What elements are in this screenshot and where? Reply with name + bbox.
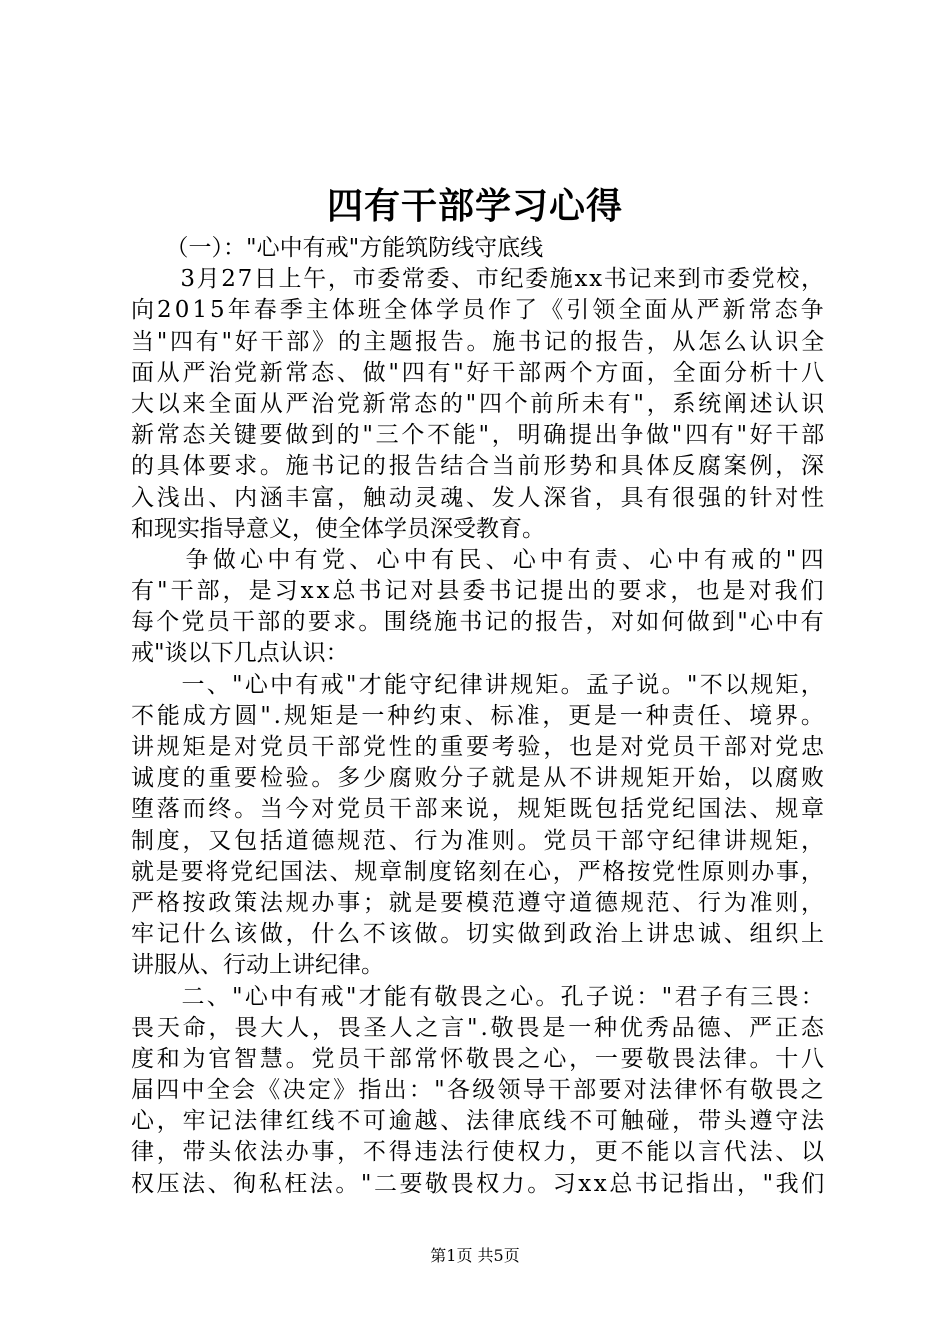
text-line: 畏天命，畏大人，畏圣人之言".敬畏是一种优秀品德、严正态 (131, 1014, 827, 1041)
text-line: 度和为官智慧。党员干部常怀敬畏之心，一要敬畏法律。十八 (131, 1045, 827, 1072)
document-title: 四有干部学习心得 (326, 185, 623, 227)
page-number-label: 第1页 共5页 (430, 1246, 520, 1265)
text-line: 心，牢记法律红线不可逾越、法律底线不可触碰，带头遵守法 (131, 1108, 827, 1135)
text-line: 诚度的重要检验。多少腐败分子就是从不讲规矩开始，以腐败 (131, 765, 827, 792)
text-line: 权压法、徇私枉法。"二要敬畏权力。习xx总书记指出，"我们 (131, 1170, 827, 1197)
text-line: 3月27日上午，市委常委、市纪委施xx书记来到市委党校， (131, 266, 826, 293)
text-line: 严格按政策法规办事；就是要模范遵守道德规范、行为准则， (131, 889, 827, 916)
text-line: （一）："心中有戒"方能筑防线守底线 (131, 235, 544, 261)
text-line: 每个党员干部的要求。围绕施书记的报告，对如何做到"心中有 (131, 609, 826, 636)
page-footer (0, 1246, 950, 1266)
text-line: 入浅出、内涵丰富，触动灵魂、发人深省，具有很强的针对性 (131, 484, 827, 511)
text-line: 戒"谈以下几点认识： (131, 640, 349, 667)
text-line: 大以来全面从严治党新常态的"四个前所未有"，系统阐述认识 (131, 390, 827, 417)
text-line: 争做心中有党、心中有民、心中有责、心中有戒的"四 (131, 546, 828, 573)
text-line: 堕落而终。当今对党员干部来说，规矩既包括党纪国法、规章 (131, 796, 827, 823)
text-line: 的具体要求。施书记的报告结合当前形势和具体反腐案例，深 (131, 453, 827, 480)
text-line: 律，带头依法办事，不得违法行使权力，更不能以言代法、以 (131, 1139, 827, 1166)
text-line: 牢记什么该做，什么不该做。切实做到政治上讲忠诚、组织上 (131, 921, 827, 948)
text-line: 一、"心中有戒"才能守纪律讲规矩。孟子说。"不以规矩， (131, 671, 826, 698)
text-line: 讲规矩是对党员干部党性的重要考验，也是对党员干部对党忠 (131, 734, 827, 760)
text-line: 制度，又包括道德规范、行为准则。党员干部守纪律讲规矩， (131, 827, 827, 854)
text-line: 二、"心中有戒"才能有敬畏之心。孔子说："君子有三畏： (131, 983, 826, 1010)
text-line: 有"干部，是习xx总书记对县委书记提出的要求，也是对我们 (131, 578, 827, 605)
text-line: 就是要将党纪国法、规章制度铭刻在心，严格按党性原则办事， (131, 858, 826, 885)
text-line: 讲服从、行动上讲纪律。 (131, 952, 384, 979)
text-line: 面从严治党新常态、做"四有"好干部两个方面，全面分析十八 (131, 359, 827, 386)
text-line: 届四中全会《决定》指出："各级领导干部要对法律怀有敬畏之 (131, 1077, 826, 1104)
text-line: 不能成方圆".规矩是一种约束、标准，更是一种责任、境界。 (131, 702, 827, 729)
document-body (131, 233, 828, 1200)
text-line: 和现实指导意义，使全体学员深受教育。 (131, 515, 545, 542)
text-line: 新常态关键要做到的"三个不能"，明确提出争做"四有"好干部 (131, 422, 827, 449)
text-line: 当"四有"好干部》的主题报告。施书记的报告，从怎么认识全 (131, 328, 827, 355)
text-line: 向2015年春季主体班全体学员作了《引领全面从严新常态争 (131, 297, 827, 324)
